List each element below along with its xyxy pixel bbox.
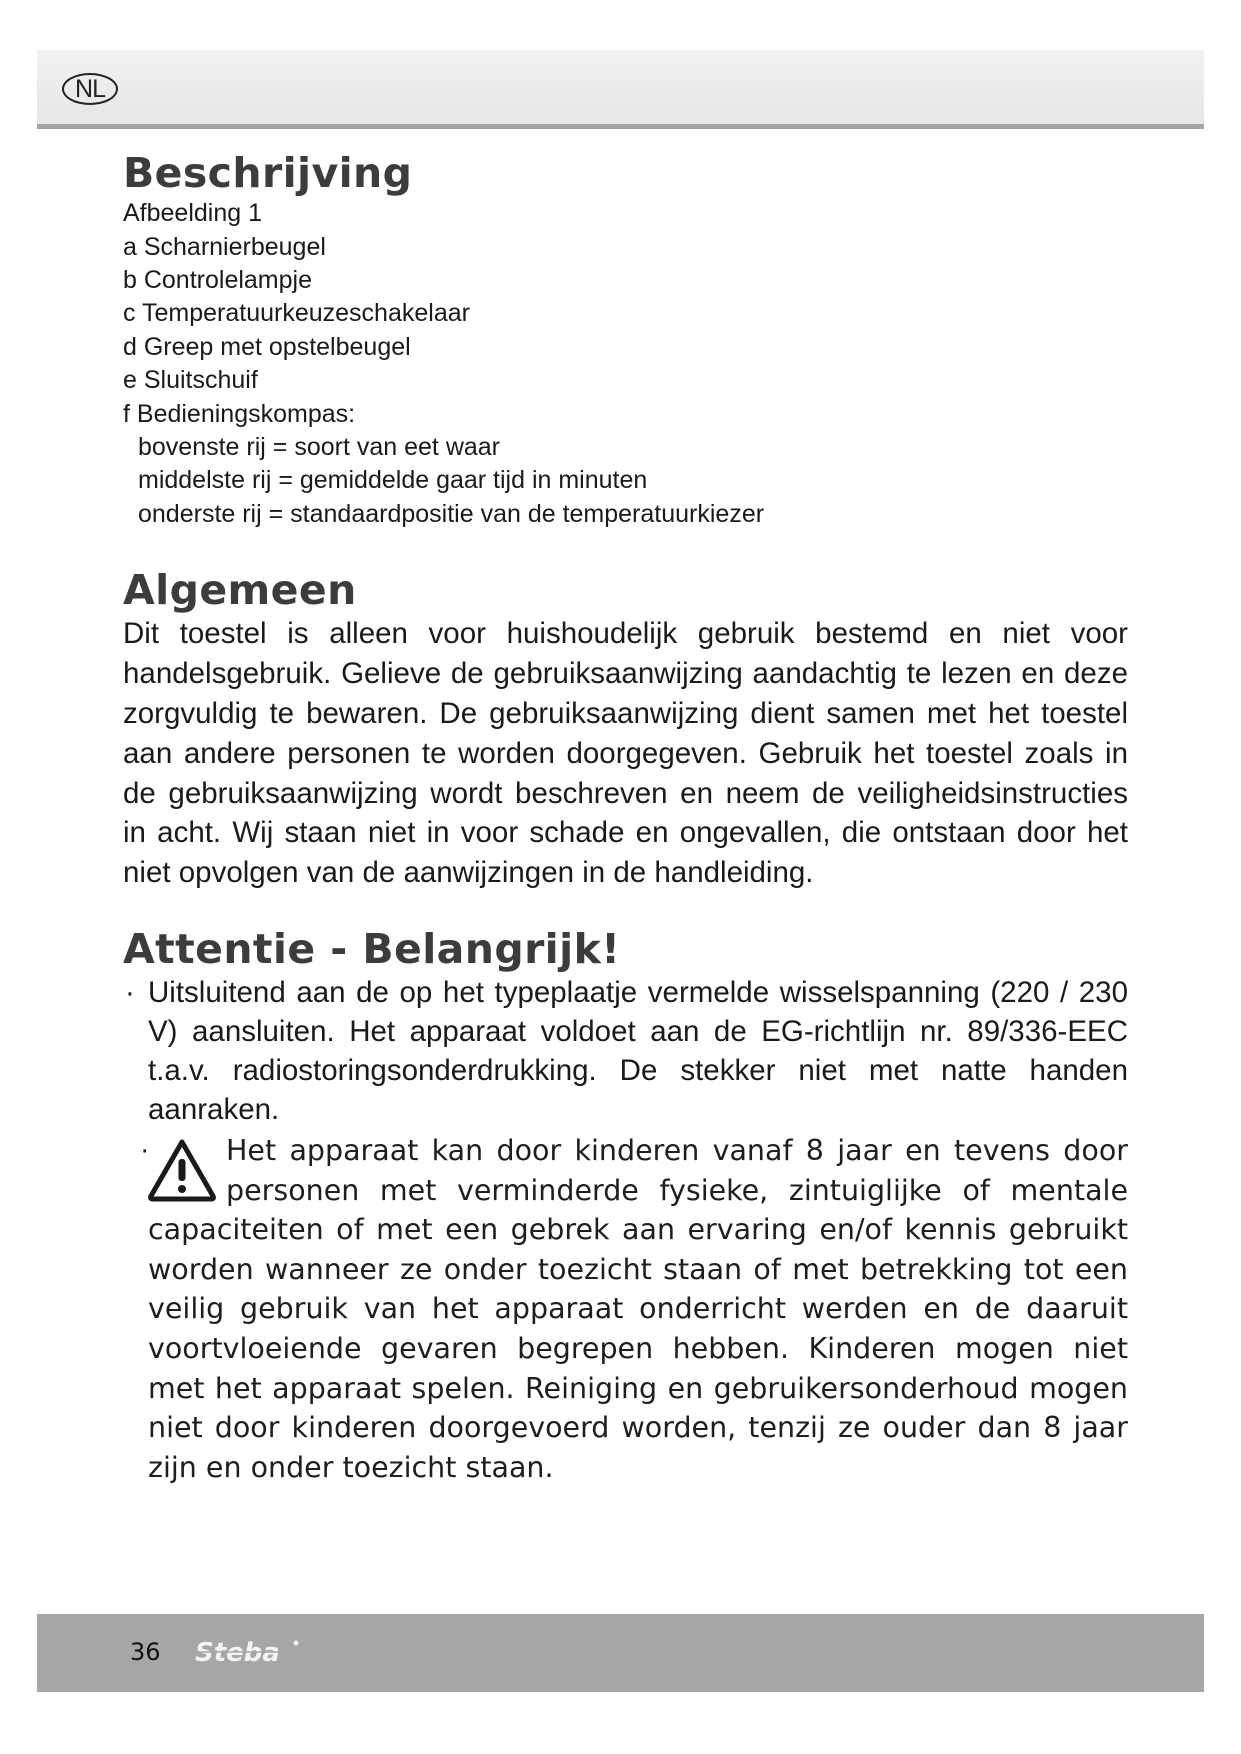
heading-attentie: Attentie - Belangrijk! — [123, 924, 621, 973]
bullet-voltage — [123, 973, 1128, 1129]
heading-beschrijving: Beschrijving — [123, 149, 413, 197]
list-item: d Greep met opstelbeugel — [123, 332, 411, 361]
bullet-marker: · — [140, 1134, 150, 1167]
language-badge: NL — [62, 73, 118, 105]
list-item: f Bedieningskompas: — [123, 399, 356, 428]
warning-triangle-icon — [146, 1135, 218, 1207]
page-number: 36 — [130, 1638, 161, 1666]
brand-text: Steba — [195, 1638, 280, 1668]
list-subitem: onderste rij = standaardpositie van de temperatuurkiezer — [138, 499, 765, 528]
list-item: Afbeelding 1 — [123, 199, 263, 228]
header-band — [37, 50, 1204, 129]
section-beschrijving — [123, 150, 1128, 531]
steba-logo — [193, 1633, 313, 1673]
section-algemeen — [123, 567, 1128, 893]
list-item: b Controlelampje — [123, 265, 312, 294]
bullet-text: Uitsluitend aan de op het typeplaatje vermelde wisselspanning (220 / 230 V) aansluiten. Het apparaat voldoet aan de EG-richtlijn nr. 89/336-EEC t.a.v. radiostoringsonderdrukking. De stekker niet met natte handen aanraken. — [148, 976, 1128, 1127]
page-content — [123, 150, 1128, 1487]
list-subitem: bovenste rij = soort van eet waar — [138, 432, 500, 461]
list-item: e Sluitschuif — [123, 366, 258, 395]
list-subitem: middelste rij = gemiddelde gaar tijd in minuten — [138, 466, 648, 495]
algemeen-paragraph: Dit toestel is alleen voor huishoudelijk gebruik bestemd en niet voor handelsgebruik. Gelieve de gebruiksaanwijzing aandachtig te lezen en deze zorgvuldig te bewaren. De gebruiksaanwijzing dient samen met het toestel aan andere personen te worden doorgegeven. Gebruik het toestel zoals in de gebruiksaanwijzing wordt beschreven en neem de veiligheidsinstructies in acht. Wij staan niet in voor schade en ongevallen, die ontstaan door het niet opvolgen van de aanwijzingen in de handleiding. — [123, 617, 1128, 890]
warning-text: Het apparaat kan door kinderen vanaf 8 jaar en tevens door personen met verminderde fysieke, zintuiglijke of mentale capaciteiten of met een gebrek aan ervaring en/of kennis gebruikt worden wanneer ze onder toezicht staan of met betrekking tot een veilig gebruik van het apparaat onderricht werden en de daaruit voortvloeiende gevaren begrepen hebben. Kinderen mogen niet met het apparaat spelen. Reiniging en gebruikersonderhoud mogen niet door kinderen doorgevoerd worden, tenzij ze ouder dan 8 jaar zijn en onder toezicht staan. — [148, 1134, 1128, 1484]
heading-algemeen: Algemeen — [123, 566, 357, 615]
bullet-children-warning — [123, 1131, 1128, 1487]
bullet-marker: · — [125, 976, 135, 1010]
description-list — [123, 197, 1128, 531]
list-item: a Scharnierbeugel — [123, 232, 326, 261]
list-item: c Temperatuurkeuzeschakelaar — [123, 299, 470, 328]
section-attentie — [123, 926, 1128, 1487]
